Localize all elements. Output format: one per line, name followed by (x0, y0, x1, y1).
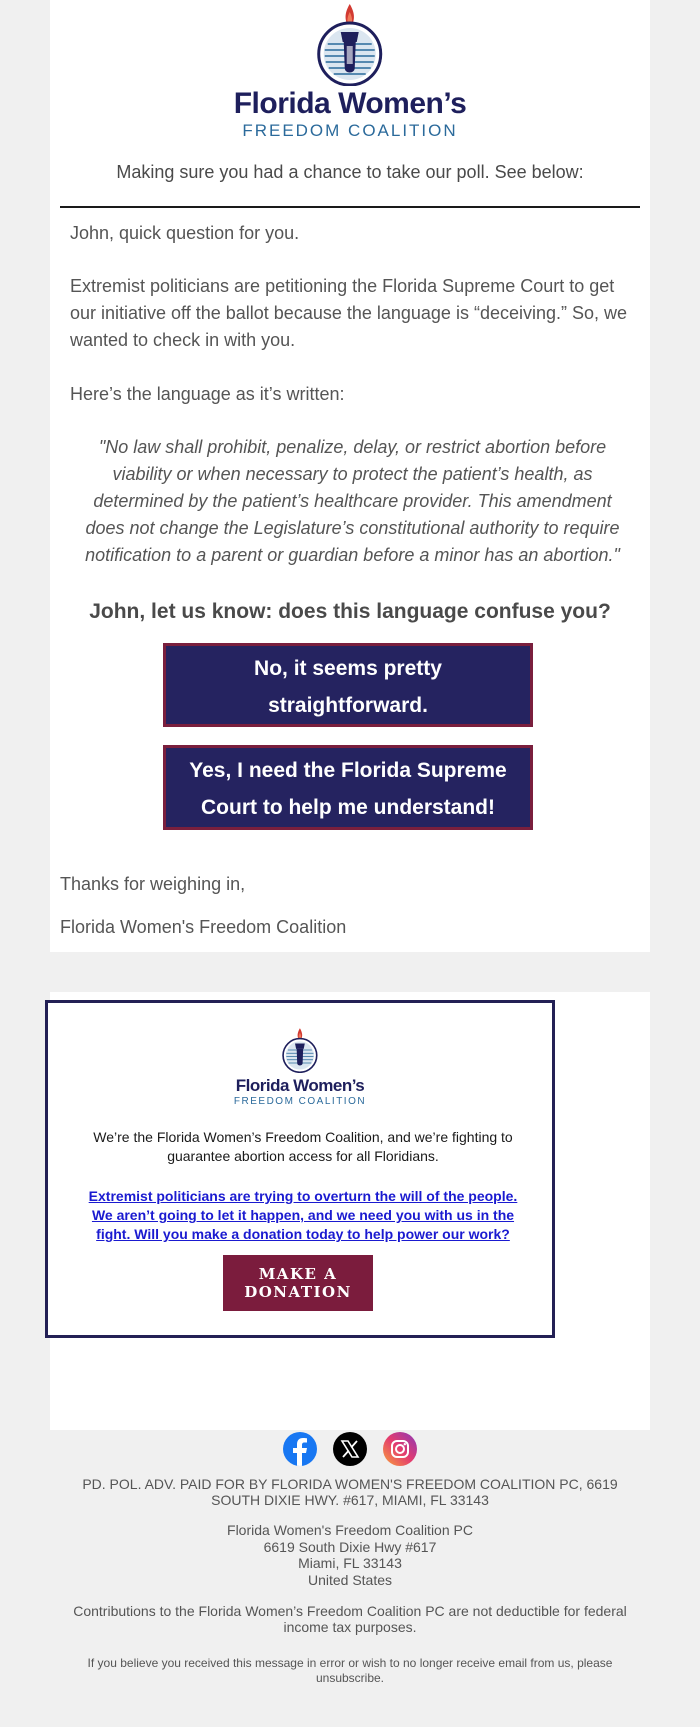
tax-note: Contributions to the Florida Women’s Freedom Coalition PC are not deductible for federal income tax purposes. (73, 1603, 627, 1635)
instagram-icon[interactable] (383, 1432, 417, 1466)
body-paragraph-2: Here’s the language as it’s written: (70, 384, 345, 404)
footer-address-line1: 6619 South Dixie Hwy #617 (263, 1539, 437, 1555)
promo-logo (234, 1027, 366, 1107)
intro-text: Making sure you had a chance to take our poll. See below: (116, 162, 584, 182)
donation-link[interactable]: Extremist politicians are trying to overturn the will of the people. We aren’t going to let it happen, and we need you with us in the fight. Will you make a donation today to help power our work? (88, 1188, 518, 1242)
vote-yes-button[interactable]: Yes, I need the Florida Supreme Court to help me understand! (163, 745, 533, 830)
header-logo (234, 2, 467, 141)
unsubscribe-text[interactable]: If you believe you received this message in error or wish to no longer receive email from us, please unsubscribe. (87, 1656, 613, 1685)
divider (60, 206, 640, 208)
thanks-text: Thanks for weighing in, (60, 874, 246, 894)
footer-country: United States (307, 1572, 393, 1588)
footer-address-line2: Miami, FL 33143 (298, 1555, 402, 1571)
torch-emblem-icon (281, 1027, 319, 1073)
paid-for-disclaimer: PD. POL. ADV. PAID FOR BY FLORIDA WOMEN'S FREEDOM COALITION PC, 6619 SOUTH DIXIE HWY. #617, MIAMI, FL 33143 (82, 1476, 618, 1508)
donate-button[interactable]: MAKE A DONATION (223, 1255, 373, 1311)
email-card (50, 0, 650, 952)
promo-description: We’re the Florida Women’s Freedom Coalition, and we’re fighting to guarantee abortion access for all Floridians. (93, 1129, 513, 1164)
signature: Florida Women's Freedom Coalition (60, 917, 347, 937)
brand-subtitle: FREEDOM COALITION (242, 121, 458, 140)
donation-box (45, 1000, 555, 1338)
social-links (0, 1432, 700, 1466)
poll-question: John, let us know: does this language confuse you? (89, 600, 611, 623)
amendment-quote: "No law shall prohibit, penalize, delay, or restrict abortion before viability or when necessary to protect the patient’s health, as determined by the patient’s healthcare provider. This amendment does not change the Legislature’s constitutional authority to require notification to a parent or guardian before a minor has an abortion." (85, 437, 620, 565)
greeting: John, quick question for you. (70, 223, 300, 243)
vote-no-button[interactable]: No, it seems pretty straightforward. (163, 643, 533, 727)
body-paragraph-1: Extremist politicians are petitioning the Florida Supreme Court to get our initiative off the ballot because the language is “deceiving.” So, we wanted to check in with you. (70, 276, 628, 350)
brand-name: Florida Women’s (233, 87, 467, 120)
facebook-icon[interactable] (283, 1432, 317, 1466)
promo-brand-name: Florida Women’s (235, 1076, 365, 1095)
x-icon[interactable] (333, 1432, 367, 1466)
promo-brand-subtitle: FREEDOM COALITION (233, 1096, 367, 1107)
torch-emblem-icon (315, 2, 385, 86)
footer-org-name: Florida Women's Freedom Coalition PC (227, 1522, 473, 1538)
